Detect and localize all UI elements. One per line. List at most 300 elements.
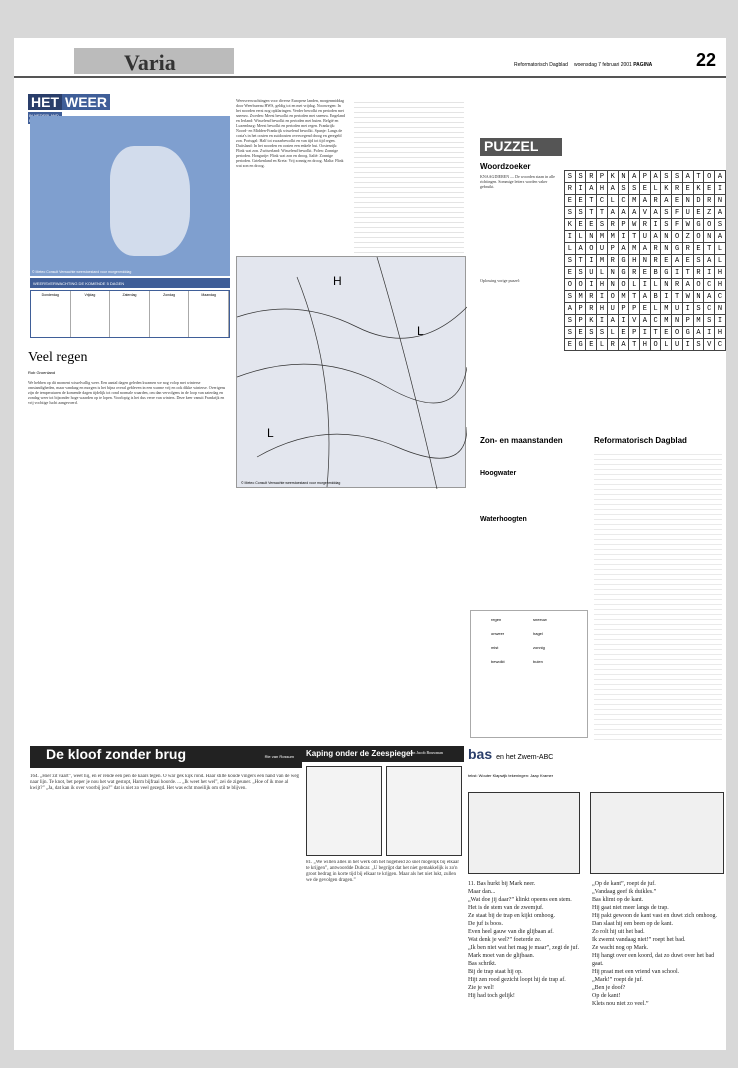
poem-line: Maar dan... [468,889,496,895]
grid-cell: P [575,303,586,315]
poem-line: Bas schrikt. [468,961,497,967]
grid-cell: R [629,267,640,279]
grid-cell: K [607,171,618,183]
grid-cell: O [693,231,704,243]
grid-cell: A [661,195,672,207]
grid-cell: P [597,171,608,183]
grid-cell: A [650,231,661,243]
grid-cell: A [618,207,629,219]
grid-row [565,183,726,195]
grid-cell: G [618,267,629,279]
grid-cell: M [597,255,608,267]
grid-cell: L [607,327,618,339]
legend-item: bewolkt [491,659,505,664]
bas-illustration-1 [468,792,580,874]
comic-panel-1 [306,766,382,856]
strip-kloof-banner [30,746,302,768]
grid-cell: A [629,171,640,183]
grid-cell: I [618,231,629,243]
grid-cell: I [682,303,693,315]
grid-cell: C [704,279,715,291]
grid-row [565,291,726,303]
grid-cell: O [565,279,576,291]
grid-cell: Z [682,231,693,243]
forecast-day: Zondag [150,291,190,337]
grid-cell: W [682,291,693,303]
grid-cell: E [640,303,651,315]
grid-cell: F [672,219,683,231]
grid-cell: N [661,279,672,291]
puzzle-solution-title: Oplossing vorige puzzel: [480,278,520,283]
grid-cell: T [682,267,693,279]
grid-cell: U [586,267,597,279]
grid-cell: S [575,171,586,183]
grid-cell: M [575,291,586,303]
grid-cell: M [597,231,608,243]
legend-item: regen [491,617,502,622]
grid-cell: L [650,183,661,195]
word-search-grid [564,170,726,351]
paper-name: Reformatorisch Dagblad [514,62,568,68]
strip-kaping-text: 81. „We willen alles in het werk om het hogeheid zo snel mogelijk bij elkaar te krijgen”, antwoordde Dubcar. „U begrijpt dat het niet gemakkelijk is zo'n groot bedrag in korte tijd bij elkaar te krijgen. Maar als het niet lukt, zullen we de gevolgen dragen.” [306,860,460,883]
strip-bas-logo: bas [468,746,493,762]
grid-cell: E [586,339,597,351]
grid-cell: E [575,327,586,339]
netherlands-weather-map [30,116,230,276]
poem-line: Ze wacht nog op Mark. [592,945,649,951]
grid-cell: C [618,195,629,207]
grid-cell: S [575,267,586,279]
grid-cell: N [607,267,618,279]
grid-cell: M [618,291,629,303]
grid-cell: E [565,195,576,207]
svg-text:L: L [417,324,424,338]
grid-cell: E [575,219,586,231]
grid-row [565,267,726,279]
grid-cell: N [607,279,618,291]
grid-cell: T [672,291,683,303]
poem-line: 11. Bas hurkt bij Mark neer. [468,881,536,887]
grid-cell: S [565,291,576,303]
europe-weather-map [236,256,466,488]
grid-cell: R [586,171,597,183]
grid-cell: L [650,303,661,315]
grid-cell: T [575,255,586,267]
grid-row [565,219,726,231]
grid-cell: R [672,183,683,195]
grid-cell: C [715,339,726,351]
bas-illustration-2 [590,792,724,874]
poem-line: Bij de trap staat hij op. [468,969,523,975]
grid-cell: L [575,231,586,243]
grid-cell: E [618,327,629,339]
grid-cell: K [693,183,704,195]
grid-cell: B [650,291,661,303]
grid-cell: E [672,195,683,207]
grid-cell: C [597,195,608,207]
grid-cell: A [682,171,693,183]
grid-cell: I [586,255,597,267]
grid-cell: S [672,171,683,183]
grid-cell: M [607,231,618,243]
grid-cell: E [565,339,576,351]
grid-cell: G [693,219,704,231]
grid-cell: A [640,315,651,327]
grid-cell: L [597,339,608,351]
grid-cell: O [704,219,715,231]
strip-kloof-text: 164. „Hier zit vaart”, weet hij, en er rende een pen de kaars tegen. O war gek kijk rond. Haar stilte koude vingers een hand van de weg naar lijn. Te knot, bet peper je nou het wat gestopt, Harm bijfraai hoorde. ... „Ik weet het wel”, zei de zigeuner. „Hoe of ik moe al kwijt?” „Ja, dat kan ik over voorbij jou?” dat is niet zo veel gezegd. Het was echt moeilijk om stil te blijven. [30,774,300,791]
grid-cell: I [715,183,726,195]
grid-cell: R [607,339,618,351]
grid-row [565,243,726,255]
grid-cell: R [650,243,661,255]
weather-article: We hebben op dit moment wisselvallig weer. Een aantal dagen geleden kwamen we nog volop met winterse omstandigheden, maar vandaag en morgen is het bijna overal gebleven in een warme vrij en ook dikke winterse. Overigens zijn de temperaturen de komende dagen tijdelijk tot rond normale waarden, om dan vervolgens in de loop van zaterdag en zondag weer tot bijzonder hoge waarden op te lopen. Voorlopig is het dus verre van winters. Deze keer vanuit Frankrijk en vrij vochtige lucht aangevoerd. [28,380,226,405]
grid-cell: I [586,279,597,291]
grid-cell: S [597,327,608,339]
weather-logo: HET WEER [28,94,128,112]
grid-cell: M [629,195,640,207]
grid-cell: G [672,243,683,255]
grid-cell: I [704,267,715,279]
grid-cell: H [597,279,608,291]
grid-cell: V [640,207,651,219]
grid-cell: R [693,267,704,279]
grid-cell: R [586,303,597,315]
section-banner [74,48,234,74]
grid-cell: P [629,303,640,315]
grid-cell: S [704,315,715,327]
high-water-title: Hoogwater [480,470,517,477]
grid-cell: L [565,243,576,255]
grid-cell: R [672,279,683,291]
grid-cell: T [704,243,715,255]
strip-bas-credits: tekst: Wouter Klapwijk tekeningen: Jaap Kramer [468,773,554,778]
colophon-text [594,450,722,740]
grid-cell: C [715,291,726,303]
grid-cell: N [672,315,683,327]
grid-cell: L [650,279,661,291]
grid-cell: S [586,327,597,339]
grid-cell: E [586,219,597,231]
puzzle-logo: PUZZEL [480,138,562,156]
svg-text:H: H [333,274,342,288]
grid-cell: Z [704,207,715,219]
weather-byline: Rob Groenland [28,370,56,375]
grid-row [565,315,726,327]
grid-cell: S [575,207,586,219]
grid-cell: E [640,267,651,279]
poem-line: „Vandaag geef ik duikles.” [592,889,657,895]
grid-cell: G [575,339,586,351]
poem-line: Mark moet van de glijbaan. [468,953,535,959]
grid-cell: O [693,279,704,291]
grid-cell: U [682,207,693,219]
grid-cell: R [682,243,693,255]
grid-cell: L [629,279,640,291]
grid-cell: U [672,339,683,351]
poem-line: Wat denk je wel?” foeterde ze. [468,937,542,943]
grid-cell: A [607,315,618,327]
grid-cell: S [629,183,640,195]
poem-line: „Ben je doof? [592,985,626,991]
bas-poem-right [592,880,722,1008]
poem-line: Zie je wel! [468,985,494,991]
grid-cell: I [597,291,608,303]
grid-cell: S [661,207,672,219]
grid-cell: M [693,315,704,327]
grid-cell: T [693,171,704,183]
grid-cell: E [661,327,672,339]
grid-cell: S [565,315,576,327]
grid-cell: O [704,171,715,183]
weather-headline: Veel regen [28,350,88,365]
grid-cell: E [704,183,715,195]
comic-panel-2 [386,766,462,856]
poem-line: De juf is boos. [468,921,503,927]
grid-cell: I [618,315,629,327]
grid-cell: M [661,315,672,327]
poem-line: Zo rolt hij uit het bad. [592,929,645,935]
grid-cell: P [575,315,586,327]
poem-line: Ik zwemt vandaag niet!” roept het bad. [592,937,686,943]
poem-line: Hijt zen rood gezicht loopt hij de trap af. [468,977,566,983]
grid-cell: L [597,267,608,279]
grid-cell: A [640,195,651,207]
grid-cell: O [672,231,683,243]
grid-cell: I [672,267,683,279]
grid-cell: I [575,183,586,195]
grid-cell: N [640,255,651,267]
grid-row [565,171,726,183]
grid-cell: A [715,231,726,243]
strip-bas-header [468,746,553,782]
grid-row [565,327,726,339]
grid-cell: A [693,327,704,339]
grid-cell: I [565,231,576,243]
grid-cell: G [682,327,693,339]
grid-cell: I [715,315,726,327]
puzzle-title: Woordzoeker [480,162,531,171]
grid-cell: H [715,327,726,339]
grid-cell: C [704,303,715,315]
grid-cell: R [650,195,661,207]
grid-cell: O [586,243,597,255]
europe-map-caption: © Meteo Consult Verwachte weerstoestand voor morgenmiddag [241,481,341,485]
forecast-heading: WEERSVERWACHTING DE KOMENDE 5 DAGEN [30,278,230,288]
grid-cell: N [618,171,629,183]
poem-line: Even heel gauw van die glijbaan af. [468,929,554,935]
forecast-table [30,290,230,338]
grid-cell: L [715,255,726,267]
grid-cell: U [672,303,683,315]
grid-cell: A [682,279,693,291]
nl-map-credit: © Meteo Consult Verwachte weerstoestand voor morgenmiddag [32,270,132,274]
strip-kloof-author: Rie van Rossum [264,754,294,759]
legend-item: buien [533,659,543,664]
grid-row [565,231,726,243]
poem-line: Hij pakt gewoon de kant vast en duwt zich omhoog. [592,913,717,919]
grid-cell: A [715,171,726,183]
grid-cell: H [640,339,651,351]
poem-line: „Wat doe jij daar?” klinkt opeens een stem. [468,897,572,903]
grid-cell: T [586,195,597,207]
grid-cell: E [640,183,651,195]
grid-row [565,303,726,315]
grid-cell: N [704,231,715,243]
grid-cell: O [650,339,661,351]
grid-cell: N [661,243,672,255]
grid-cell: N [682,195,693,207]
grid-cell: N [661,231,672,243]
grid-cell: K [586,315,597,327]
grid-cell: R [607,219,618,231]
grid-cell: V [629,315,640,327]
strip-kaping-title: Kaping onder de Zeespiegel [306,749,413,758]
grid-cell: A [618,243,629,255]
grid-cell: I [661,291,672,303]
colophon-title: Reformatorisch Dagblad [594,436,687,445]
grid-row [565,279,726,291]
sun-moon-title: Zon- en maanstanden [480,436,563,445]
page-date: woensdag 7 februari 2001 PAGINA [574,62,653,68]
netherlands-land [110,146,190,256]
grid-cell: A [607,183,618,195]
grid-cell: S [693,255,704,267]
grid-cell: E [682,255,693,267]
grid-cell: E [575,195,586,207]
isobar-chart [237,257,467,489]
grid-row [565,255,726,267]
grid-cell: N [715,303,726,315]
grid-cell: B [650,267,661,279]
grid-cell: S [565,327,576,339]
grid-cell: A [672,255,683,267]
poem-line: Hij hangt over een koord, dat zo duwt over het bad gaat. [592,953,715,967]
grid-cell: L [661,339,672,351]
grid-cell: A [704,255,715,267]
grid-cell: N [693,291,704,303]
grid-cell: P [682,315,693,327]
grid-cell: S [565,171,576,183]
legend-item: sneeuw [533,617,547,622]
grid-cell: P [629,327,640,339]
grid-cell: S [661,219,672,231]
grid-cell: S [661,171,672,183]
newspaper-page [14,38,726,1050]
grid-cell: E [661,255,672,267]
grid-cell: A [586,183,597,195]
poem-line: „Op de kant”, roept de juf. [592,881,656,887]
grid-cell: W [682,219,693,231]
grid-cell: E [682,183,693,195]
grid-cell: P [607,243,618,255]
grid-cell: I [597,315,608,327]
grid-row [565,195,726,207]
grid-cell: M [661,303,672,315]
grid-cell: A [715,207,726,219]
poem-line: „Ik ben niet wat het mag je maar”, zegt de juf. [468,945,579,951]
grid-cell: O [672,327,683,339]
temperature-table [354,98,464,253]
strip-bas-title: en het Zwem-ABC [496,754,554,761]
europe-forecast-text: Weersverwachtingen voor diverse Europese landen, morgenmiddag door Weerbureau HWS, geldig tot en met vrijdag. Noorwegen: In het noorden eerst nog opklaringen. Verder bewolkt en perioden met sneeuw. Zweden: Meest bewolkt en perioden met sneeuw. Engeland en Ierland: Wisselend bewolkt en perioden met buien. België en Luxemburg: Meest bewolkt en perioden met regen. Frankrijk: Noord- en Midden-Frankrijk wisselend bewolkt. Spanje: Langs de costa's in het oosten en zuidoosten overwegend droog en geregeld zon. Portugal: Half tot zwaarbewolkt en van tijd tot tijd regen. Duitsland: In het noorden en oosten een enkele bui. Oostenrijk: Flink wat zon. Zwitserland: Wisselend bewolkt. Polen: Zonnige perioden. Hongarije: Flink wat zon en droog. Italië: Zonnige perioden. Griekenland en Kreta: Vrij zonnig en droog. Malta: Flink wat zon en droog. [236,98,346,168]
grid-cell: R [650,255,661,267]
bas-poem-left [468,880,588,1000]
strip-kaping-author: Jan Jacob Bouwman [410,750,443,755]
grid-cell: P [618,219,629,231]
grid-cell: L [607,195,618,207]
grid-cell: C [650,315,661,327]
page-number: 22 [695,50,716,70]
weather-legend [470,610,588,738]
legend-item: onweer [491,631,505,636]
grid-cell: S [597,219,608,231]
grid-cell: R [607,255,618,267]
grid-cell: A [618,339,629,351]
forecast-day: Donderdag [31,291,71,337]
legend-item: zonnig [533,645,545,650]
grid-cell: A [650,171,661,183]
grid-cell: R [704,195,715,207]
grid-cell: U [640,231,651,243]
grid-cell: R [565,183,576,195]
legend-item: mist [491,645,499,650]
grid-cell: H [715,267,726,279]
grid-cell: I [704,327,715,339]
grid-cell: H [597,303,608,315]
grid-cell: I [650,219,661,231]
grid-cell: T [629,339,640,351]
grid-cell: H [629,255,640,267]
grid-cell: S [565,255,576,267]
grid-cell: F [672,207,683,219]
grid-cell: T [629,231,640,243]
grid-cell: N [586,231,597,243]
poem-line: Hij had toch gelijk! [468,993,515,999]
poem-line: Hij gaat niet meer langs de trap. [592,905,669,911]
grid-cell: M [629,243,640,255]
poem-line: Klets nou niet zo veel.” [592,1001,649,1007]
poem-line: Bas klimt op de kant. [592,897,644,903]
water-levels-title: Waterhoogten [480,516,527,523]
grid-cell: R [586,291,597,303]
grid-cell: R [640,219,651,231]
strip-kloof-title: De kloof zonder brug [46,746,186,762]
grid-cell: O [575,279,586,291]
grid-cell: G [618,255,629,267]
grid-cell: K [565,219,576,231]
grid-cell: I [640,327,651,339]
grid-row [565,339,726,351]
grid-cell: P [640,171,651,183]
grid-cell: T [629,291,640,303]
grid-cell: I [682,339,693,351]
grid-cell: O [607,291,618,303]
grid-cell: A [575,243,586,255]
forecast-day: Zaterdag [110,291,150,337]
grid-cell: U [597,243,608,255]
grid-cell: V [704,339,715,351]
grid-cell: H [597,183,608,195]
grid-row [565,207,726,219]
poem-line: Dan slaat hij een been op de kant. [592,921,673,927]
grid-cell: T [597,207,608,219]
grid-cell: A [650,207,661,219]
grid-cell: A [629,207,640,219]
poem-line: Op de kant! [592,993,621,999]
grid-cell: S [565,207,576,219]
grid-cell: P [618,303,629,315]
